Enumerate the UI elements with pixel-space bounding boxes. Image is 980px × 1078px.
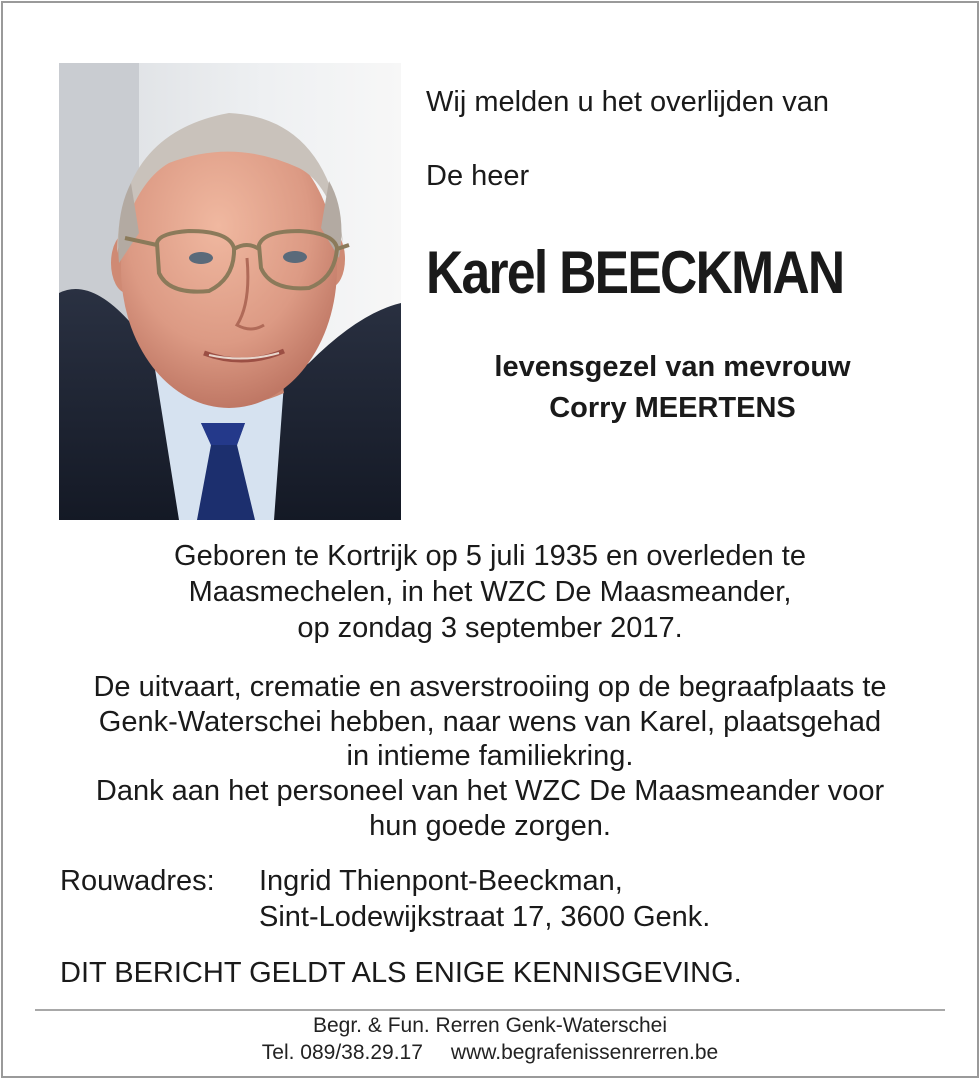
portrait-illustration: [59, 63, 401, 520]
birth-death-line-2: Maasmechelen, in het WZC De Maasmeander,: [188, 576, 792, 608]
footer-divider: [35, 1009, 945, 1011]
partner-relation: levensgezel van mevrouw: [494, 351, 851, 383]
funeral-line-1: De uitvaart, crematie en asverstrooiing op de begraafplaats te: [93, 671, 887, 703]
birth-death-line-3: op zondag 3 september 2017.: [297, 612, 683, 644]
address-street: Sint-Lodewijkstraat 17, 3600 Genk.: [259, 901, 711, 933]
partner-name: Corry MEERTENS: [549, 392, 796, 424]
funeral-line-3: in intieme familiekring.: [346, 740, 634, 772]
funeral-home-website: www.begrafenissenrerren.be: [450, 1041, 719, 1064]
address-label: Rouwadres:: [60, 865, 215, 897]
thanks-line-2: hun goede zorgen.: [369, 810, 611, 842]
birth-death-line-1: Geboren te Kortrijk op 5 juli 1935 en overleden te: [174, 540, 806, 572]
honorific: De heer: [426, 160, 530, 192]
funeral-line-2: Genk-Waterschei hebben, naar wens van Karel, plaatsgehad: [98, 706, 882, 738]
deceased-name: Karel BEECKMAN: [426, 239, 844, 306]
funeral-home-contact: [0, 1041, 980, 1065]
portrait-photo: [59, 63, 401, 520]
thanks-line-1: Dank aan het personeel van het WZC De Maasmeander voor: [95, 775, 885, 807]
notice-text: DIT BERICHT GELDT ALS ENIGE KENNISGEVING.: [60, 957, 742, 989]
intro-text: Wij melden u het overlijden van: [426, 86, 829, 118]
address-name: Ingrid Thienpont-Beeckman,: [259, 865, 623, 897]
funeral-home-name: Begr. & Fun. Rerren Genk-Waterschei: [312, 1014, 668, 1037]
funeral-home-phone: Tel. 089/38.29.17: [261, 1041, 423, 1064]
